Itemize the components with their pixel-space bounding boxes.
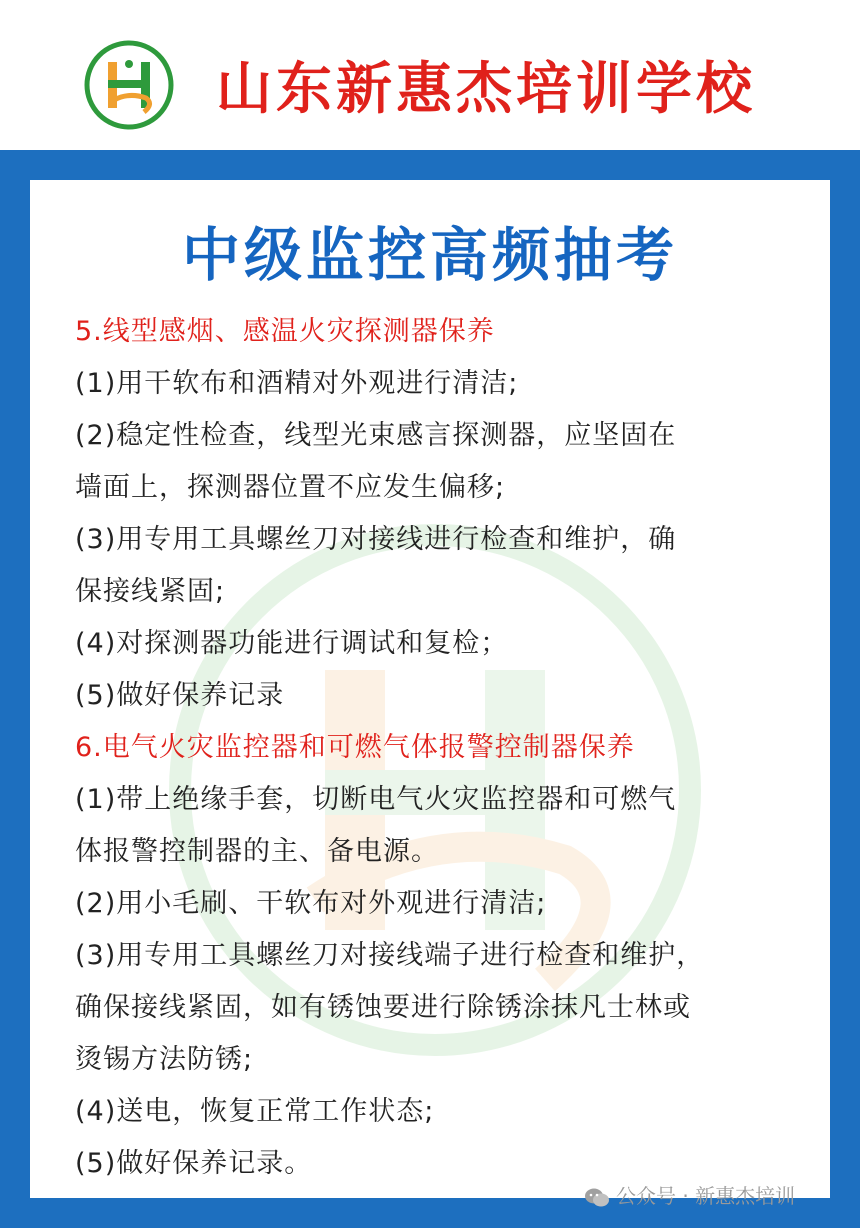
- list-item: 确保接线紧固，如有锈蚀要进行除锈涂抹凡士林或: [75, 992, 691, 1023]
- list-item: (3)用专用工具螺丝刀对接线进行检查和维护，确: [75, 524, 677, 555]
- wechat-icon: [584, 1187, 610, 1209]
- wechat-footer[interactable]: [584, 1176, 854, 1216]
- list-item: (5)做好保养记录。: [75, 1148, 313, 1179]
- list-item: (1)带上绝缘手套，切断电气火灾监控器和可燃气: [75, 784, 677, 815]
- page-title: 中级监控高频抽考: [181, 221, 678, 289]
- list-item: (2)用小毛刷、干软布对外观进行清洁;: [75, 888, 547, 919]
- list-item: (4)送电，恢复正常工作状态;: [75, 1096, 435, 1127]
- list-item: (2)稳定性检查，线型光束感言探测器，应坚固在: [75, 420, 677, 451]
- section-heading: 6.电气火灾监控器和可燃气体报警控制器保养: [75, 732, 635, 763]
- list-item: (4)对探测器功能进行调试和复检；: [75, 628, 509, 659]
- school-name: 山东新惠杰培训学校: [216, 57, 756, 122]
- list-item: (5)做好保养记录: [75, 680, 285, 711]
- content-panel: [30, 180, 830, 1198]
- list-item: 墙面上，探测器位置不应发生偏移;: [75, 472, 506, 503]
- list-item: 保接线紧固;: [75, 576, 226, 607]
- footer-text: 公众号 · 新惠杰培训: [616, 1184, 796, 1208]
- list-item: (3)用专用工具螺丝刀对接线端子进行检查和维护，: [75, 940, 705, 971]
- list-item: 体报警控制器的主、备电源。: [75, 836, 439, 867]
- list-item: (1)用干软布和酒精对外观进行清洁;: [75, 368, 519, 399]
- hj-school-logo-icon: [84, 40, 174, 130]
- header: [0, 0, 860, 150]
- list-item: 烫锡方法防锈;: [75, 1044, 254, 1075]
- section-heading: 5.线型感烟、感温火灾探测器保养: [75, 316, 495, 347]
- content-body: [75, 306, 795, 1190]
- blue-frame: [0, 150, 860, 1228]
